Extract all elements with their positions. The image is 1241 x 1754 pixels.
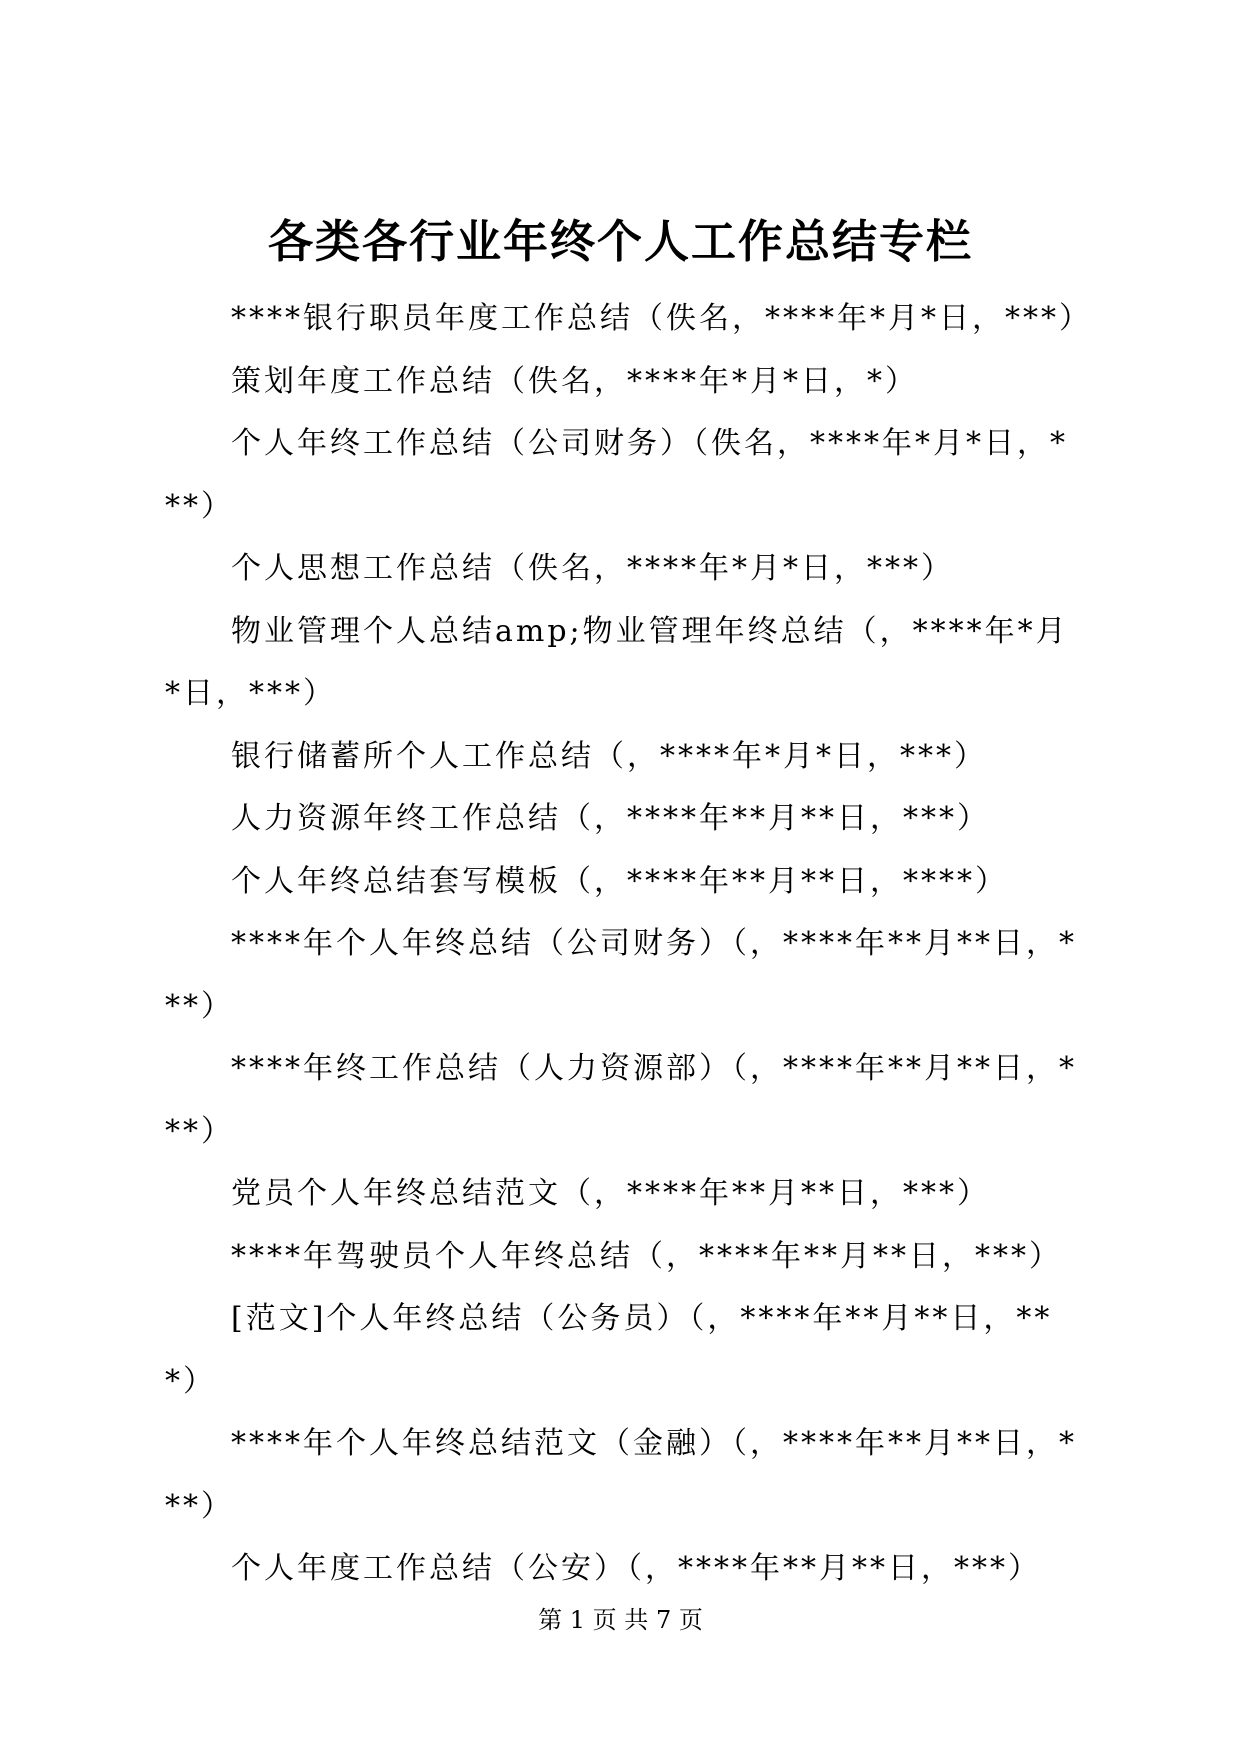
document-title: 各类各行业年终个人工作总结专栏 [267, 215, 973, 268]
paragraph-11: 党员个人年终总结范文（，****年**月**日，***） [231, 1176, 990, 1211]
paragraph-9: ****年个人年终总结（公司财务）（，****年**月**日，***） [165, 926, 1077, 1024]
paragraph-15: 个人年度工作总结（公安）（，****年**月**日，***） [231, 1551, 1041, 1586]
paragraph-6: 银行储蓄所个人工作总结（，****年*月*日，***） [231, 738, 987, 774]
paragraph-13: [范文]个人年终总结（公务员）（，****年**月**日，***） [165, 1301, 1053, 1399]
page-footer: 第 1 页 共 7 页 [538, 1606, 703, 1634]
paragraph-8: 个人年终总结套写模板（，****年**月**日，****） [231, 863, 1008, 899]
paragraph-1: ****银行职员年度工作总结（佚名，****年*月*日，***） [231, 301, 1092, 336]
document-body [165, 288, 1092, 1601]
paragraph-2: 策划年度工作总结（佚名，****年*月*日，*） [231, 363, 918, 399]
paragraph-14: ****年个人年终总结范文（金融）（，****年**月**日，***） [165, 1426, 1077, 1524]
paragraph-3: 个人年终工作总结（公司财务）（佚名，****年*月*日，***） [165, 426, 1068, 524]
paragraph-12: ****年驾驶员个人年终总结（，****年**月**日，***） [231, 1238, 1062, 1274]
paragraph-4: 个人思想工作总结（佚名，****年*月*日，***） [231, 551, 954, 586]
paragraph-10: ****年终工作总结（人力资源部）（，****年**月**日，***） [165, 1051, 1077, 1149]
paragraph-5: 物业管理个人总结amp;物业管理年终总结（，****年*月*日，***） [165, 613, 1069, 711]
paragraph-7: 人力资源年终工作总结（，****年**月**日，***） [231, 801, 990, 836]
